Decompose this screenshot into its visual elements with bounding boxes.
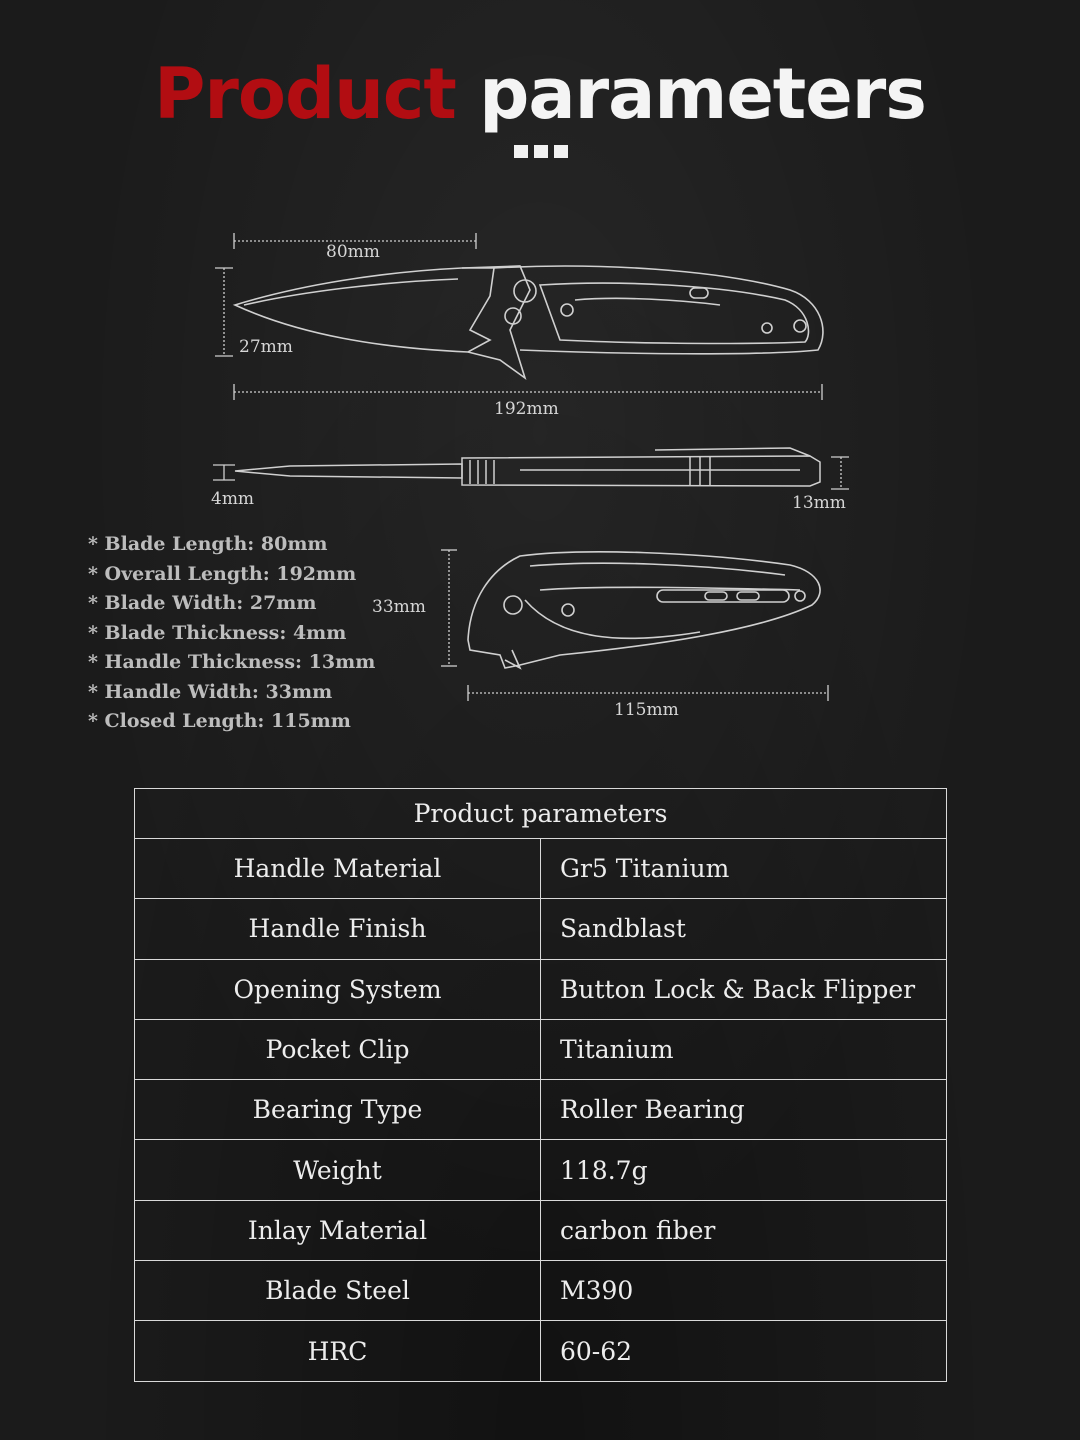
row-value: Sandblast <box>541 899 947 959</box>
spec-list <box>88 530 375 737</box>
row-label: Pocket Clip <box>135 1019 541 1079</box>
row-value: carbon fiber <box>541 1200 947 1260</box>
row-value: 118.7g <box>541 1140 947 1200</box>
table-row <box>135 1140 947 1200</box>
dim-blade-length: 80mm <box>326 242 380 262</box>
table-row <box>135 1261 947 1321</box>
table-row <box>135 899 947 959</box>
spec-item: * Blade Width: 27mm <box>88 592 317 614</box>
row-label: Opening System <box>135 959 541 1019</box>
row-value: Button Lock & Back Flipper <box>541 959 947 1019</box>
knife-spine-view <box>235 448 820 486</box>
row-label: Bearing Type <box>135 1080 541 1140</box>
row-label: Inlay Material <box>135 1200 541 1260</box>
dim-handle-width: 33mm <box>372 597 426 617</box>
row-label: Weight <box>135 1140 541 1200</box>
table-header-row <box>135 789 947 839</box>
spec-item: * Blade Length: 80mm <box>88 533 328 555</box>
table-title: Product parameters <box>135 789 947 839</box>
spec-item: * Closed Length: 115mm <box>88 710 351 732</box>
dim-blade-thickness: 4mm <box>211 489 255 509</box>
row-label: Handle Material <box>135 839 541 899</box>
title-red-word: Product <box>154 53 456 135</box>
row-value: Gr5 Titanium <box>541 839 947 899</box>
row-value: Titanium <box>541 1019 947 1079</box>
table-row <box>135 1080 947 1140</box>
title-white-word: parameters <box>479 53 926 135</box>
spec-item: * Handle Width: 33mm <box>88 680 333 703</box>
row-label: Blade Steel <box>135 1261 541 1321</box>
table-row <box>135 959 947 1019</box>
knife-open-side-view <box>235 266 823 378</box>
row-value: Roller Bearing <box>541 1080 947 1140</box>
parameters-table <box>134 788 947 1382</box>
dim-closed-length: 115mm <box>614 700 679 720</box>
row-value: 60-62 <box>541 1321 947 1381</box>
dim-handle-thickness: 13mm <box>792 493 846 513</box>
spec-item: * Overall Length: 192mm <box>88 562 357 585</box>
knife-closed-view <box>468 552 820 668</box>
spec-item: * Handle Thickness: 13mm <box>88 651 376 673</box>
table-row <box>135 1321 947 1381</box>
row-label: Handle Finish <box>135 899 541 959</box>
row-label: HRC <box>135 1321 541 1381</box>
dim-overall-length: 192mm <box>494 399 559 419</box>
table-row <box>135 1200 947 1260</box>
dim-blade-width: 27mm <box>239 337 293 357</box>
row-value: M390 <box>541 1261 947 1321</box>
table-row <box>135 1019 947 1079</box>
spec-item: * Blade Thickness: 4mm <box>88 621 347 644</box>
table-row <box>135 839 947 899</box>
